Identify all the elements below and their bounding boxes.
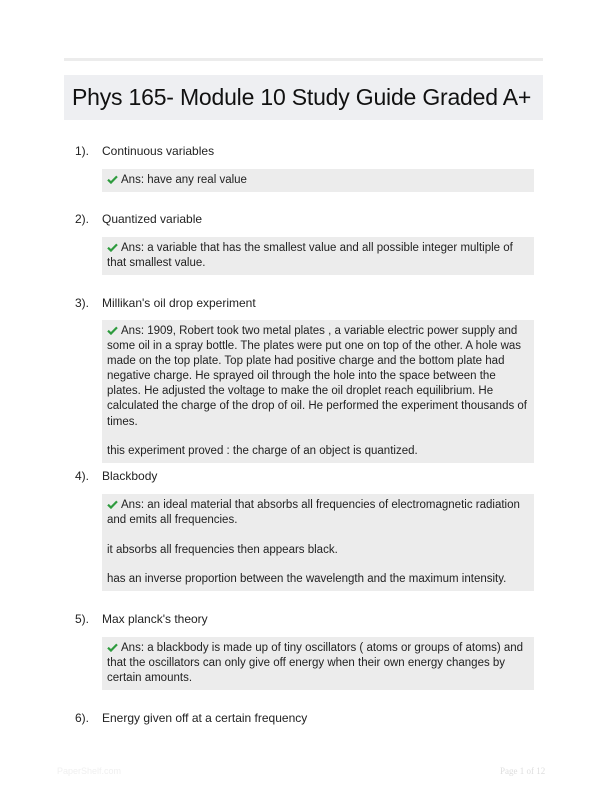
footer-watermark: PaperShelf.com bbox=[57, 766, 122, 776]
question-number: 4). bbox=[75, 469, 90, 483]
question-number: 3). bbox=[75, 296, 90, 310]
checkmark-icon bbox=[107, 324, 118, 339]
question-term: Millikan's oil drop experiment bbox=[102, 296, 256, 310]
answer-text: Ans: an ideal material that absorbs all frequencies of electromagnetic radiation and emits all frequencies. bbox=[107, 499, 520, 527]
question-term: Continuous variables bbox=[102, 144, 215, 158]
checkmark-icon bbox=[107, 241, 118, 256]
answer-box bbox=[102, 320, 534, 463]
answer-text: Ans: a blackbody is made up of tiny oscillators ( atoms or groups of atoms) and that the oscillators can only give off energy when their own energy changes by certain amounts. bbox=[107, 642, 524, 685]
question-number: 6). bbox=[75, 711, 90, 725]
answer-text: it absorbs all frequencies then appears black. bbox=[107, 543, 338, 556]
title-bar bbox=[64, 75, 543, 120]
page-title: Phys 165- Module 10 Study Guide Graded A+ bbox=[72, 84, 532, 110]
checkmark-icon bbox=[107, 498, 118, 513]
top-divider bbox=[64, 58, 543, 61]
question-number: 1). bbox=[75, 144, 90, 158]
question-term: Blackbody bbox=[102, 469, 158, 483]
answer-box bbox=[102, 494, 534, 591]
answer-text: Ans: 1909, Robert took two metal plates , a variable electric power supply and some oil in a spray bottle. The plates were put one on top of the other. A hole was made on the top plate. Top plate had positive charge and the bottom plate had negative charge. He sprayed oil through the hole into the space between the plates. He adjusted the voltage to make the oil droplet reach equilibrium. He calculated the charge of the drop of oil. He performed the experiment thousands of times. bbox=[107, 325, 528, 428]
answer-text: Ans: a variable that has the smallest value and all possible integer multiple of that smallest value. bbox=[107, 242, 513, 270]
question-term: Quantized variable bbox=[102, 212, 203, 226]
answer-box bbox=[102, 169, 534, 192]
answer-box bbox=[102, 637, 534, 690]
question-number: 5). bbox=[75, 612, 90, 626]
answer-box bbox=[102, 237, 534, 275]
checkmark-icon bbox=[107, 173, 118, 188]
question-term: Energy given off at a certain frequency bbox=[102, 711, 308, 725]
answer-text: this experiment proved : the charge of an object is quantized. bbox=[107, 445, 418, 458]
checkmark-icon bbox=[107, 641, 118, 656]
page-number: Page 1 of 12 bbox=[500, 766, 546, 776]
question-term: Max planck's theory bbox=[102, 612, 208, 626]
answer-text: has an inverse proportion between the wavelength and the maximum intensity. bbox=[107, 573, 507, 586]
answer-text: Ans: have any real value bbox=[121, 174, 247, 186]
question-number: 2). bbox=[75, 212, 90, 226]
